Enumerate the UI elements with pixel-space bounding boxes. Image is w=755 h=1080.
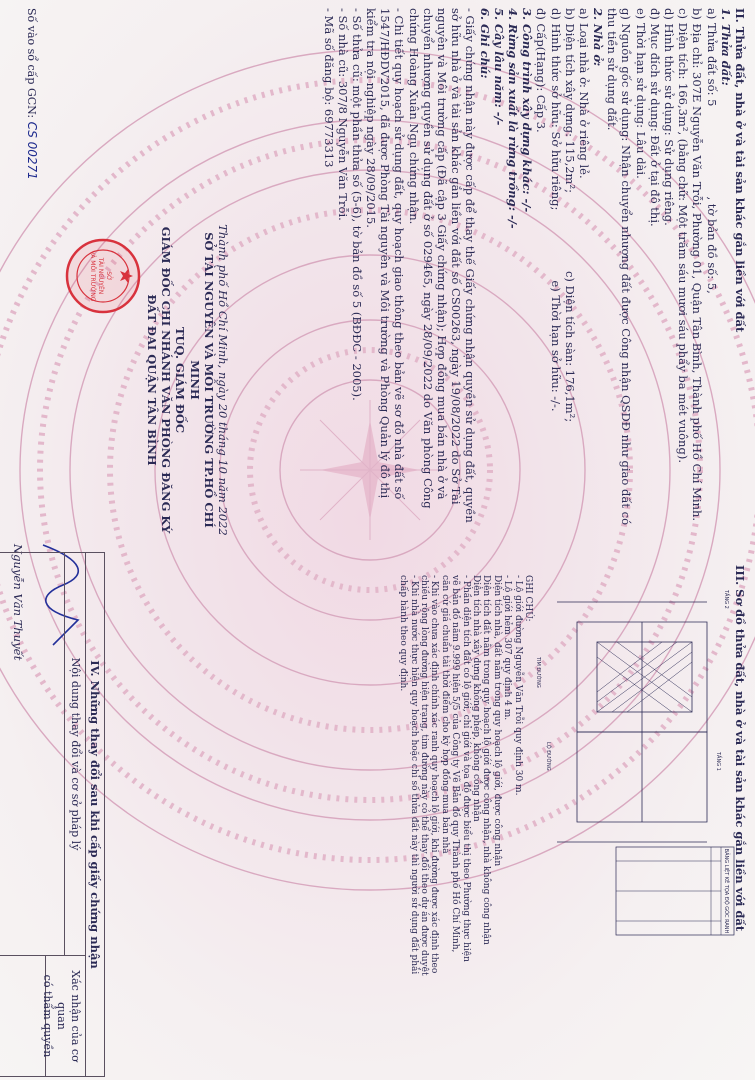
section-house-title: 2. Nhà ở: <box>591 8 606 67</box>
legend-line-9: căn cứ giá chuẩn tài thời điểm cho kỳ hợp đồng mua bán nhà <box>439 575 450 854</box>
changes-col-confirm <box>0 956 86 1076</box>
land-duration: e) Thời hạn sử dụng: Lâu dài. <box>633 8 648 179</box>
notes-line-2: sở hữu nhà ở và tài sản khác gắn liền với đất số CS00263, ngày 19/08/2022 do Sở Tài <box>449 8 464 505</box>
sign-agency: SỞ TÀI NGUYÊN VÀ MÔI TRƯỜNG TP.HỒ CHÍ MINH <box>187 232 216 528</box>
house-floor-area: c) Diện tích sàn: 176,1m²; <box>562 270 577 423</box>
heading-land-house: II. Thửa đất, nhà ở và tài sản khác gắn liền với đất <box>733 8 747 333</box>
changes-table <box>0 552 105 1077</box>
signer-name: Nguyễn Văn Thuyết <box>11 544 25 661</box>
confirm-line-1: Xác nhận của cơ quan <box>55 970 82 1062</box>
house-build-area <box>563 8 577 568</box>
section-plan-title: III. Sơ đồ thửa đất, nhà ở và tài sản khác gắn liền với đất <box>733 565 747 932</box>
legend-line-12: - Khi nhà nước thực hiện quy hoạch hoặc chỉ số thửa đất này thì người sử dụng đất phải <box>408 575 419 975</box>
coordinate-table-title: BẢNG LIỆT KÊ TỌA ĐỘ GÓC RANH <box>723 848 729 934</box>
changes-col-confirm-header <box>41 956 85 1076</box>
land-address: b) Địa chỉ: 307E Nguyễn Văn Trỗi, Phường 01, Quận Tân Bình, Thành phố Hồ Chí Minh. <box>690 8 705 522</box>
changes-col-content <box>0 553 86 956</box>
land-purpose: đ) Mục đích sử dụng: Đất ở tại đô thị. <box>647 8 662 227</box>
notes-line-3: nguyên và Môi trường cấp (Đã cập 3 Giấy chứng nhận); Hợp đồng mua bán nhà ở và <box>435 8 450 500</box>
house-term: e) Thời hạn sở hữu: -/-. <box>548 280 563 412</box>
land-origin: g) Nguồn gốc sử dụng: Nhận chuyển nhượng đất được Công nhận QSDĐ như giao đất có <box>619 8 634 526</box>
changes-title: IV. Những thay đổi sau khi cấp giấy chứng nhận <box>88 660 102 969</box>
land-parcel-no: a) Thửa đất số: 5 <box>704 8 719 107</box>
confirm-line-2: có thẩm quyền <box>41 974 54 1058</box>
legend-line-6: Diện tích nhà xây dựng không phép, không công nhận <box>471 575 482 822</box>
entry-value: CS 00271 <box>25 121 39 180</box>
plan-floor-label: TẦNG 2 <box>723 590 729 609</box>
notes-line-9: - Số thửa cũ: một phần thửa số (5-6), tờ bản đồ số 5 (BĐĐC - 2005). <box>349 8 364 401</box>
legend-line-11: chiều rộng lòng đường hiện trạng, tim đường này có thể thay đổi theo dự án được duyệt <box>419 575 430 976</box>
house-ownership <box>548 8 562 568</box>
legend-line-1: GHI CHÚ: <box>523 575 533 622</box>
sign-title-1: GIÁM ĐỐC CHI NHÁNH VĂN PHÒNG ĐĂNG KÝ ĐẤT ĐAI QUẬN TÂN BÌNH <box>144 226 174 534</box>
notes-line-7: 1547/HĐDV2015, đã được Phòng Tài nguyên và Môi trường và Phòng Quản lý đô thị <box>378 8 393 499</box>
land-use-form: d) Hình thức sử dụng: Sử dụng riêng. <box>662 8 677 226</box>
land-parcel <box>704 8 718 568</box>
legend-line-3: - Lộ giới hẻm 307 quy định 4 m. <box>502 575 513 721</box>
sign-proxy: TUQ. GIÁM ĐỐC <box>173 326 188 434</box>
notes-line-5: chứng Hoàng Xuân Ngụ chứng nhận. <box>406 8 421 225</box>
sign-place-date: Thành phố Hồ Chí Minh, ngày 20 tháng 10 năm 2022 <box>216 224 230 536</box>
legend-line-2: - Lộ giới đường Nguyễn Văn Trỗi quy định 30 m. <box>512 575 523 796</box>
section-forest: 4. Rừng sản xuất là rừng trồng: -/- <box>506 8 520 229</box>
section-construction: 3. Công trình xây dựng khác: -/- <box>520 8 535 213</box>
notes-line-8: kiểm tra nội nghiệp ngày 28/09/2015. <box>364 8 379 228</box>
plan-floor1-label: TẦNG 1 <box>715 752 721 771</box>
notes-line-10: - Số nhà cũ: 307/8 Nguyễn Văn Trỗi. <box>335 8 350 221</box>
notes-line-12 <box>307 8 321 568</box>
house-ownership-value: d) Hình thức sở hữu: Sở hữu riêng; <box>548 8 563 211</box>
seal-text-3: VÀ MÔI TRƯỜNG <box>89 250 96 302</box>
notes-line-11: - Mã số đăng bộ: 69773313 <box>321 8 336 168</box>
notes-line-6: - Chi tiết quy hoạch sử dụng đất, quy hoạch giao thông theo bản vẽ sơ đồ nhà đất số <box>392 8 407 500</box>
plan-legend <box>398 575 533 1075</box>
seal-text-1: SỞ <box>105 271 112 281</box>
plan-alley-label: TIM ĐƯỜNG <box>535 657 541 688</box>
official-red-seal <box>63 236 143 316</box>
notes-line-1: - Giấy chứng nhận này được cấp để thay thế Giấy chứng nhận quyền sử dụng đất, quyền <box>463 8 478 523</box>
coordinate-table <box>615 846 735 936</box>
notes-line-4: chuyển nhượng quyền sử dụng đất ở số 029465, ngày 28/09/2022 do Văn phòng Công <box>420 8 435 509</box>
plan-road-label: LỘ ĐƯỜNG <box>545 742 551 771</box>
changes-col-content-header: Nội dung thay đổi và cơ sở pháp lý <box>64 553 85 955</box>
legend-line-4: Diện tích nhà, đất nằm trong quy hoạch lộ giới, được công nhận <box>491 575 502 867</box>
legend-line-5: Diện tích đất nằm trong quy hoạch lộ giới được công nhận, nhà không công nhận <box>481 575 492 945</box>
seal-text-2: TÀI NGUYÊN <box>97 257 104 295</box>
house-type: a) Loại nhà ở: Nhà ở riêng lẻ. <box>576 8 591 179</box>
legend-line-10: - Khi vào chưa xác định chính xác ranh quy hoạch lộ giới, khi đường được xác định theo <box>429 575 440 974</box>
legend-line-8: vẽ bản đồ năm 9.999 hiện 5/5 của Công ty Vẽ Bản đồ quy Thành phố Hồ Chí Minh, <box>450 575 461 953</box>
land-map-sheet: , tờ bản đồ số: 5, <box>704 196 719 294</box>
land-plan-diagram <box>527 582 737 882</box>
section-land-title: 1. Thửa đất: <box>718 8 733 86</box>
section-perennial: 5. Cây lâu năm: -/- <box>491 8 506 126</box>
land-origin-cont: thu tiền sử dụng đất. <box>605 8 620 131</box>
house-build-area-value: b) Diện tích xây dựng: 115,2m²; <box>562 8 577 193</box>
legend-line-7: - Phần diện tích đất có lộ giới, chỉ giới và tọa độ được biểu thị theo Phường thực hiện <box>460 575 471 962</box>
entry-number <box>25 8 39 180</box>
house-grade: đ) Cấp(Hạng): Cấp 3. <box>534 8 549 133</box>
legend-line-13: chấp hành theo quy định. <box>398 575 409 692</box>
land-area: c) Diện tích: 166,3m², (bằng chữ: Một trăm sáu mươi sáu phẩy ba mét vuông). <box>676 8 691 463</box>
entry-label: Số vào sổ cấp GCN: <box>25 8 38 119</box>
section-notes: 6. Ghi chú: <box>477 8 492 79</box>
